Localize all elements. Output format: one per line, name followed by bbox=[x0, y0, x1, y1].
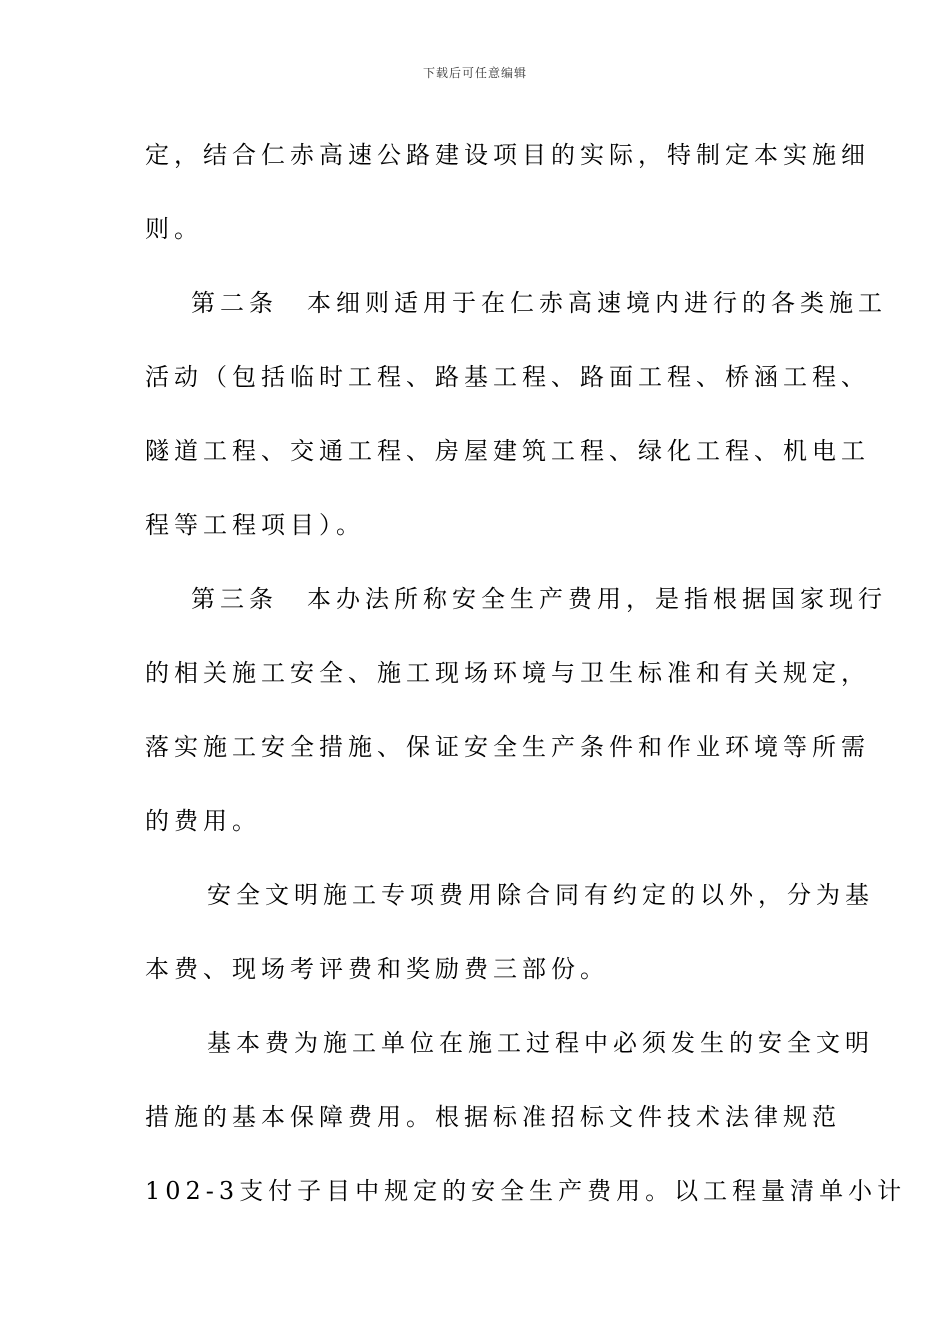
header-note: 下载后可任意编辑 bbox=[422, 66, 527, 80]
text-line: 的费用。 bbox=[145, 807, 261, 835]
text-line: 落实施工安全措施、保证安全生产条件和作业环境等所需 bbox=[145, 733, 870, 761]
text-line: 隧道工程、交通工程、房屋建筑工程、绿化工程、机电工 bbox=[145, 437, 870, 465]
text-line-paragraph: 基本费为施工单位在施工过程中必须发生的安全文明 bbox=[207, 1029, 874, 1057]
text-line-article-2: 第二条 本细则适用于在仁赤高速境内进行的各类施工 bbox=[191, 289, 887, 317]
text-line: 的相关施工安全、施工现场环境与卫生标准和有关规定， bbox=[145, 659, 870, 687]
text-line: 程等工程项目）。 bbox=[145, 511, 365, 539]
text-line-paragraph: 安全文明施工专项费用除合同有约定的以外，分为基 bbox=[207, 881, 874, 909]
text-line: 则。 bbox=[145, 215, 203, 243]
text-line: 定，结合仁赤高速公路建设项目的实际，特制定本实施细 bbox=[145, 141, 870, 169]
text-line-article-3: 第三条 本办法所称安全生产费用，是指根据国家现行 bbox=[191, 585, 887, 613]
text-line: 本费、现场考评费和奖励费三部份。 bbox=[145, 955, 609, 983]
text-line: 102-3支付子目中规定的安全生产费用。以工程量清单小计 bbox=[145, 1177, 907, 1205]
body-text bbox=[145, 118, 907, 1228]
text-line: 活动（包括临时工程、路基工程、路面工程、桥涵工程、 bbox=[145, 363, 870, 391]
text-line: 措施的基本保障费用。根据标准招标文件技术法律规范 bbox=[145, 1103, 841, 1131]
